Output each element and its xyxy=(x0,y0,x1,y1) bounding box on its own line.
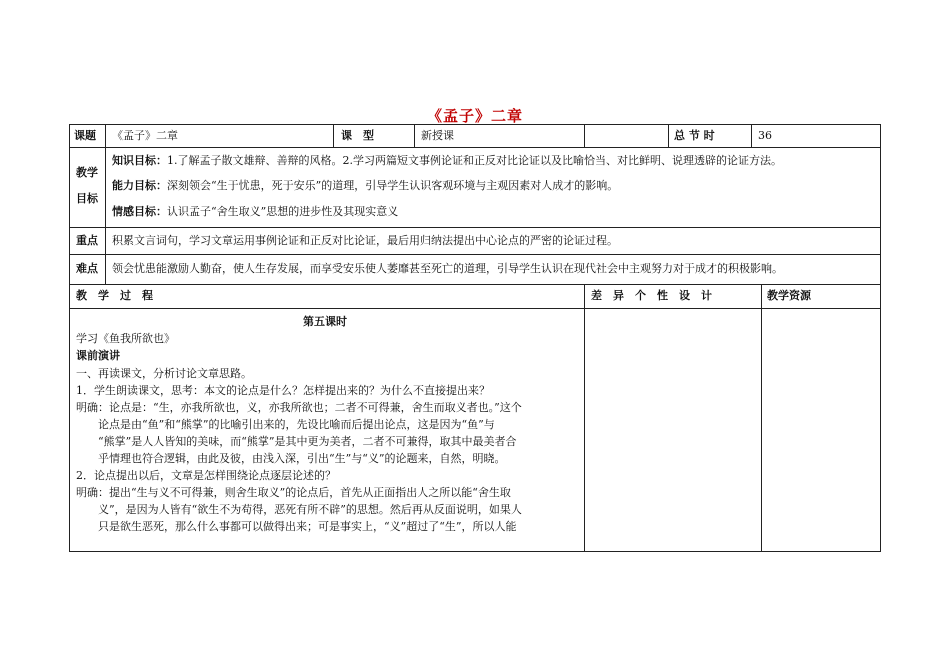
difficulty-label: 难点 xyxy=(76,262,98,275)
col-divider xyxy=(333,124,334,147)
col-divider xyxy=(761,284,762,552)
lesson-line: 一、再读课文，分析讨论文章思路。 xyxy=(76,367,252,380)
difficulty-text: 领会忧患能激励人勤奋，使人生存发展，而享受安乐使人萎靡甚至死亡的道理，引导学生认识在现代社会中主观努力对于成才的积极影响。 xyxy=(112,262,783,275)
ability-goal-label: 能力目标： xyxy=(112,179,167,192)
lesson-line: 乎情理也符合逻辑，由此及彼，由浅入深，引出“生”与“义”的论题来，自然，明晓。 xyxy=(76,452,506,465)
row-divider xyxy=(69,254,881,255)
lesson-line: 论点是由“鱼”和“熊掌”的比喻引出来的，先设比喻而后提出论点，这是因为“鱼”与 xyxy=(76,418,495,431)
ability-goal-text: 深刻领会“生于忧患，死于安乐”的道理，引导学生认识客观环境与主观因素对人成才的影响。 xyxy=(167,179,619,192)
study-line: 学习《鱼我所欲也》 xyxy=(76,332,175,345)
row-divider xyxy=(69,147,881,148)
lesson-line: 只是欲生恶死，那么什么事都可以做得出来；可是事实上，“义”超过了“生”，所以人能 xyxy=(76,520,517,533)
lesson-line: 明确：提出“生与义不可得兼，则舍生取义”的论点后，首先从正面指出人之所以能“舍生取 xyxy=(76,486,511,499)
type-value: 新授课 xyxy=(421,129,454,142)
col-divider xyxy=(668,124,669,147)
lesson-line: “熊掌”是人人皆知的美味，而“熊掌”是其中更为美者，二者不可兼得，取其中最美者合 xyxy=(76,435,517,448)
col-divider xyxy=(414,124,415,147)
process-header: 教 学 过 程 xyxy=(76,289,153,302)
resources-header: 教学资源 xyxy=(767,289,811,302)
emotion-goal-text: 认识孟子“舍生取义”思想的进步性及其现实意义 xyxy=(167,205,399,218)
knowledge-goal-label: 知识目标： xyxy=(112,154,167,167)
key-point-text: 积累文言词句，学习文章运用事例论证和正反对比论证，最后用归纳法提出中心论点的严密的论证过程。 xyxy=(112,234,618,247)
col-divider xyxy=(751,124,752,147)
preview-heading: 课前演讲 xyxy=(76,349,120,362)
period-title: 第五课时 xyxy=(303,315,347,328)
lesson-line: 义”，是因为人皆有“欲生不为苟得，恶死有所不辟”的思想。然后再从反面说明，如果人 xyxy=(76,503,522,516)
hours-label: 总 节 时 xyxy=(674,129,715,142)
difference-header: 差 异 个 性 设 计 xyxy=(591,289,712,302)
lesson-line: 2．论点提出以后，文章是怎样围绕论点逐层论述的？ xyxy=(76,469,336,482)
col-divider xyxy=(584,284,585,552)
course-value: 《孟子》二章 xyxy=(112,129,178,142)
page-title: 《孟子》二章 xyxy=(426,107,523,125)
key-point-label: 重点 xyxy=(76,234,98,247)
row-divider xyxy=(69,227,881,228)
row-divider xyxy=(69,308,881,309)
col-divider xyxy=(584,124,585,147)
knowledge-goal-text: 1.了解孟子散文雄辩、善辩的风格。2.学习两篇短文事例论证和正反对比论证以及比喻恰当、对比鲜明、说理透辟的论证方法。 xyxy=(167,154,782,167)
goals-label-1: 教学 xyxy=(76,166,98,179)
type-label: 课 型 xyxy=(341,129,374,142)
emotion-goal xyxy=(112,205,398,219)
goals-label-2: 目标 xyxy=(76,192,98,205)
hours-value: 36 xyxy=(758,129,772,142)
ability-goal xyxy=(112,179,618,193)
knowledge-goal xyxy=(112,154,782,168)
col-divider xyxy=(105,124,106,284)
course-label: 课题 xyxy=(74,129,96,142)
emotion-goal-label: 情感目标： xyxy=(112,205,167,218)
lesson-line: 1．学生朗读课文，思考：本文的论点是什么？怎样提出来的？为什么不直接提出来？ xyxy=(76,384,490,397)
row-divider xyxy=(69,284,881,285)
lesson-line: 明确：论点是：“生，亦我所欲也，义，亦我所欲也；二者不可得兼，舍生而取义者也。”这个 xyxy=(76,401,522,414)
